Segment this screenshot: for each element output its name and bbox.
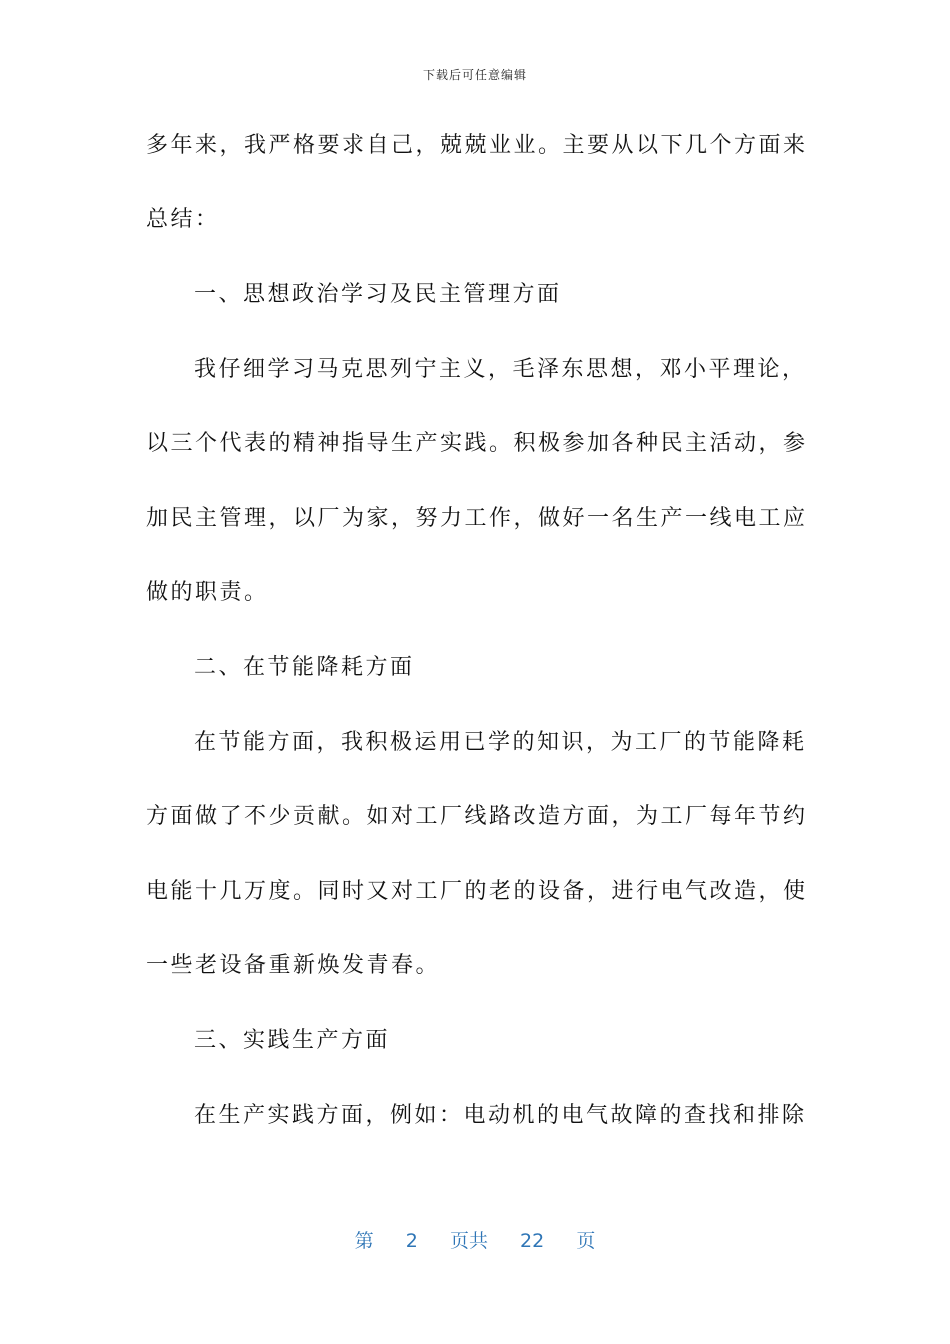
footer-suffix: 页 [576,1230,596,1252]
paragraph-line: 多年来，我严格要求自己，兢兢业业。主要从以下几个方面来 [146,133,808,158]
paragraph-line: 我仔细学习马克思列宁主义，毛泽东思想，邓小平理论， [194,357,807,382]
paragraph-line: 总结： [146,207,220,232]
total-page-count: 22 [520,1230,545,1252]
paragraph-line: 做的职责。 [146,580,269,605]
paragraph-line: 加民主管理，以厂为家，努力工作，做好一名生产一线电工应 [146,506,808,531]
paragraph-line: 电能十几万度。同时又对工厂的老的设备，进行电气改造，使 [146,879,808,904]
footer-prefix: 第 [354,1230,374,1252]
paragraph-line: 在节能方面，我积极运用已学的知识，为工厂的节能降耗 [194,730,807,755]
section-heading: 二、在节能降耗方面 [194,655,415,680]
section-heading: 三、实践生产方面 [194,1028,391,1053]
section-heading: 一、思想政治学习及民主管理方面 [194,282,562,307]
page-header: 下载后可任意编辑 [422,68,527,82]
paragraph-line: 以三个代表的精神指导生产实践。积极参加各种民主活动，参 [146,431,808,456]
paragraph-line: 方面做了不少贡献。如对工厂线路改造方面，为工厂每年节约 [146,804,808,829]
paragraph-line: 在生产实践方面，例如：电动机的电气故障的查找和排除 [194,1103,807,1128]
page-footer [0,1226,950,1253]
current-page-number: 2 [405,1230,418,1252]
footer-middle: 页共 [449,1230,488,1252]
paragraph-line: 一些老设备重新焕发青春。 [146,953,441,978]
